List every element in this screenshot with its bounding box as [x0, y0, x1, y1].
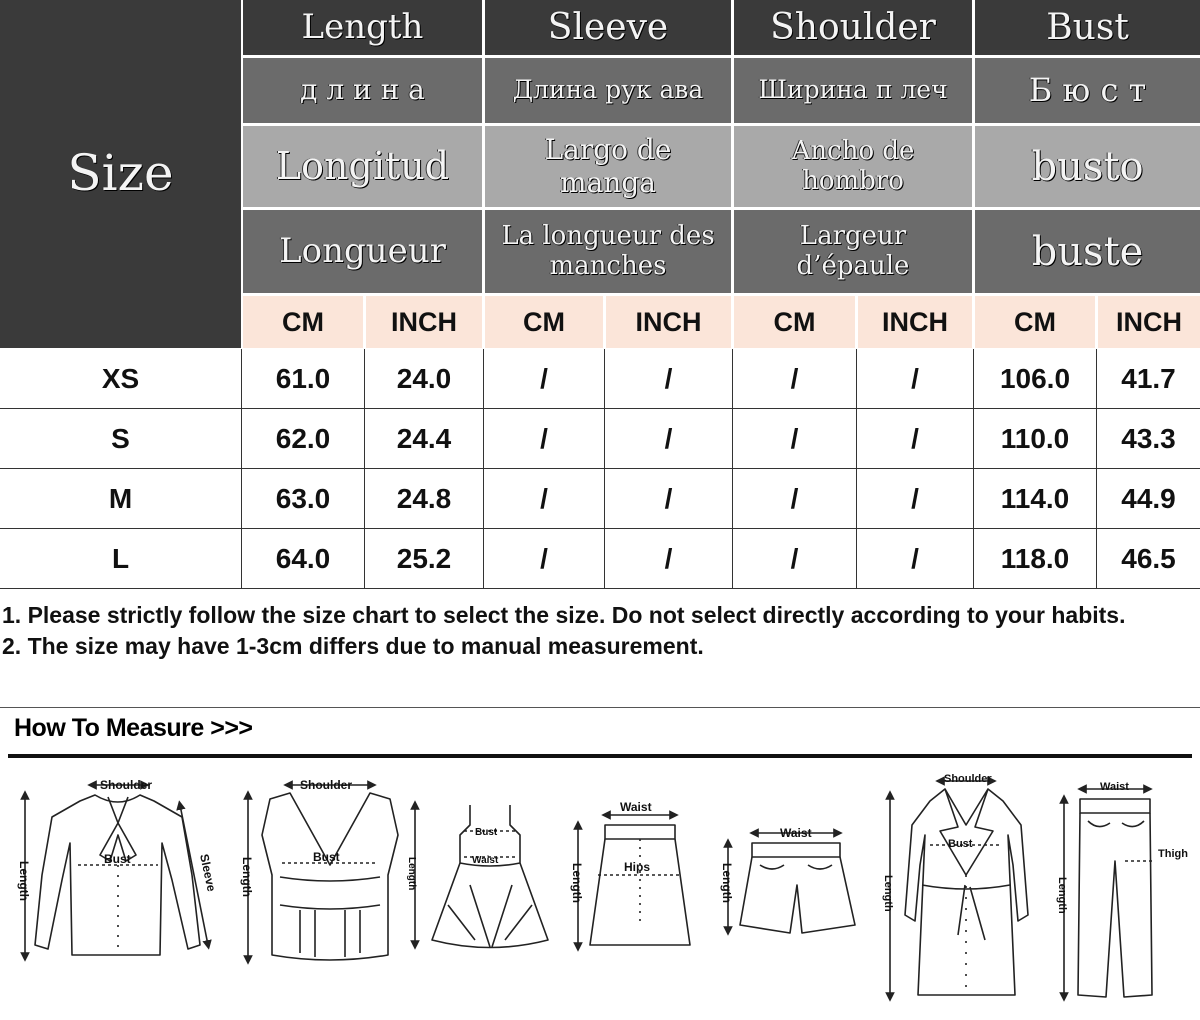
sleeve-label: Sleeve: [197, 852, 219, 893]
value-cell: /: [857, 349, 974, 408]
unit-cell: CM: [734, 296, 855, 348]
title-underline: [8, 754, 1192, 758]
unit-cell: CM: [485, 296, 603, 348]
measurement-illustrations: [0, 765, 1200, 1015]
skirt-diagram: [578, 815, 690, 947]
unit-cell: INCH: [606, 296, 731, 348]
waist-label: Waist: [1100, 781, 1129, 793]
length-ru: д л и н а: [243, 58, 482, 123]
value-cell: 24.8: [365, 469, 484, 528]
bust-label: Bust: [475, 827, 498, 838]
unit-cell: INCH: [366, 296, 482, 348]
value-cell: /: [733, 349, 857, 408]
value-cell: /: [605, 529, 733, 588]
value-cell: 106.0: [974, 349, 1097, 408]
value-cell: /: [484, 469, 605, 528]
waist-label: Waist: [620, 800, 652, 814]
sleeve-en: Sleeve: [485, 0, 731, 55]
value-cell: 43.3: [1121, 422, 1176, 454]
thigh-label: Thigh: [1158, 848, 1188, 860]
bust-en: Bust: [975, 0, 1200, 55]
bust-fr: buste: [975, 210, 1200, 293]
value-cell: 25.2: [365, 529, 484, 588]
size-cell: L: [0, 529, 242, 588]
waist-label: Waist: [472, 855, 499, 866]
value-cell: /: [605, 469, 733, 528]
shoulder-es: Ancho de hombro: [734, 126, 972, 207]
value-cell: 46.5: [1121, 542, 1176, 574]
value-cell: /: [857, 529, 974, 588]
value-cell: 24.4: [365, 409, 484, 468]
bust-es: busto: [975, 126, 1200, 207]
shirt-diagram: [25, 785, 208, 957]
value-cell: /: [733, 409, 857, 468]
sleeve-es: Largo de manga: [485, 126, 731, 207]
size-notes: [2, 600, 1192, 662]
shoulder-label: Shoulder: [944, 773, 992, 785]
garment-diagrams: [0, 765, 1200, 1015]
length-label: Length: [1056, 877, 1068, 914]
waist-label: Waist: [780, 826, 812, 840]
coat-diagram: [890, 781, 1028, 997]
value-cell: 110.0: [974, 409, 1097, 468]
value-cell: 114.0: [974, 469, 1097, 528]
value-cell: /: [733, 529, 857, 588]
length-fr: Longueur: [243, 210, 482, 293]
length-label: Length: [570, 863, 584, 903]
bust-label: Bust: [104, 852, 131, 866]
table-row: [0, 469, 1200, 529]
size-chart-header: [0, 0, 1200, 348]
sleeve-ru: Длина рук ава: [485, 58, 731, 123]
length-label: Length: [240, 857, 254, 897]
length-en: Length: [243, 0, 482, 55]
note-1: 1. Please strictly follow the size chart to select the size. Do not select directly according to your habits.: [2, 602, 1126, 628]
how-to-measure-title: How To Measure >>>: [14, 714, 253, 742]
length-label: Length: [17, 861, 31, 901]
length-label: Length: [720, 863, 734, 903]
value-cell: 61.0: [242, 349, 365, 408]
shoulder-fr: Largeur d’épaule: [734, 210, 972, 293]
value-cell: 41.7: [1121, 362, 1176, 394]
size-header-label: Size: [67, 144, 174, 203]
tank-top-diagram: [248, 785, 398, 960]
unit-cell: INCH: [1098, 296, 1200, 348]
value-cell: /: [857, 469, 974, 528]
value-cell: /: [484, 529, 605, 588]
shoulder-label: Shoulder: [300, 778, 353, 792]
length-label: Length: [882, 875, 894, 912]
value-cell: 44.9: [1121, 482, 1176, 514]
size-cell: XS: [0, 349, 242, 408]
shorts-diagram: [728, 833, 855, 933]
value-cell: /: [484, 349, 605, 408]
value-cell: /: [733, 469, 857, 528]
table-row: [0, 349, 1200, 409]
shoulder-en: Shoulder: [734, 0, 972, 55]
shoulder-ru: Ширина п леч: [734, 58, 972, 123]
value-cell: 64.0: [242, 529, 365, 588]
bust-label: Bust: [313, 850, 340, 864]
unit-cell: INCH: [858, 296, 972, 348]
value-cell: /: [605, 349, 733, 408]
section-divider: [0, 707, 1200, 708]
hips-label: Hips: [624, 860, 651, 874]
sleeve-fr: La longueur des manches: [485, 210, 731, 293]
value-cell: /: [484, 409, 605, 468]
length-label: Length: [406, 857, 417, 891]
trousers-diagram: [1064, 789, 1152, 997]
size-header-cell: [0, 0, 241, 348]
value-cell: 62.0: [242, 409, 365, 468]
bust-label: Bust: [948, 838, 973, 850]
value-cell: /: [605, 409, 733, 468]
value-cell: 24.0: [365, 349, 484, 408]
size-cell: S: [0, 409, 242, 468]
note-2: 2. The size may have 1-3cm differs due to manual measurement.: [2, 633, 704, 659]
length-es: Longitud: [243, 126, 482, 207]
table-row: [0, 409, 1200, 469]
value-cell: /: [857, 409, 974, 468]
value-cell: 118.0: [974, 529, 1097, 588]
value-cell: 63.0: [242, 469, 365, 528]
bust-ru: Б ю с т: [975, 58, 1200, 123]
size-cell: M: [0, 469, 242, 528]
shoulder-label: Shoulder: [100, 778, 153, 792]
table-row: [0, 529, 1200, 589]
unit-cell: CM: [243, 296, 363, 348]
unit-cell: CM: [975, 296, 1095, 348]
